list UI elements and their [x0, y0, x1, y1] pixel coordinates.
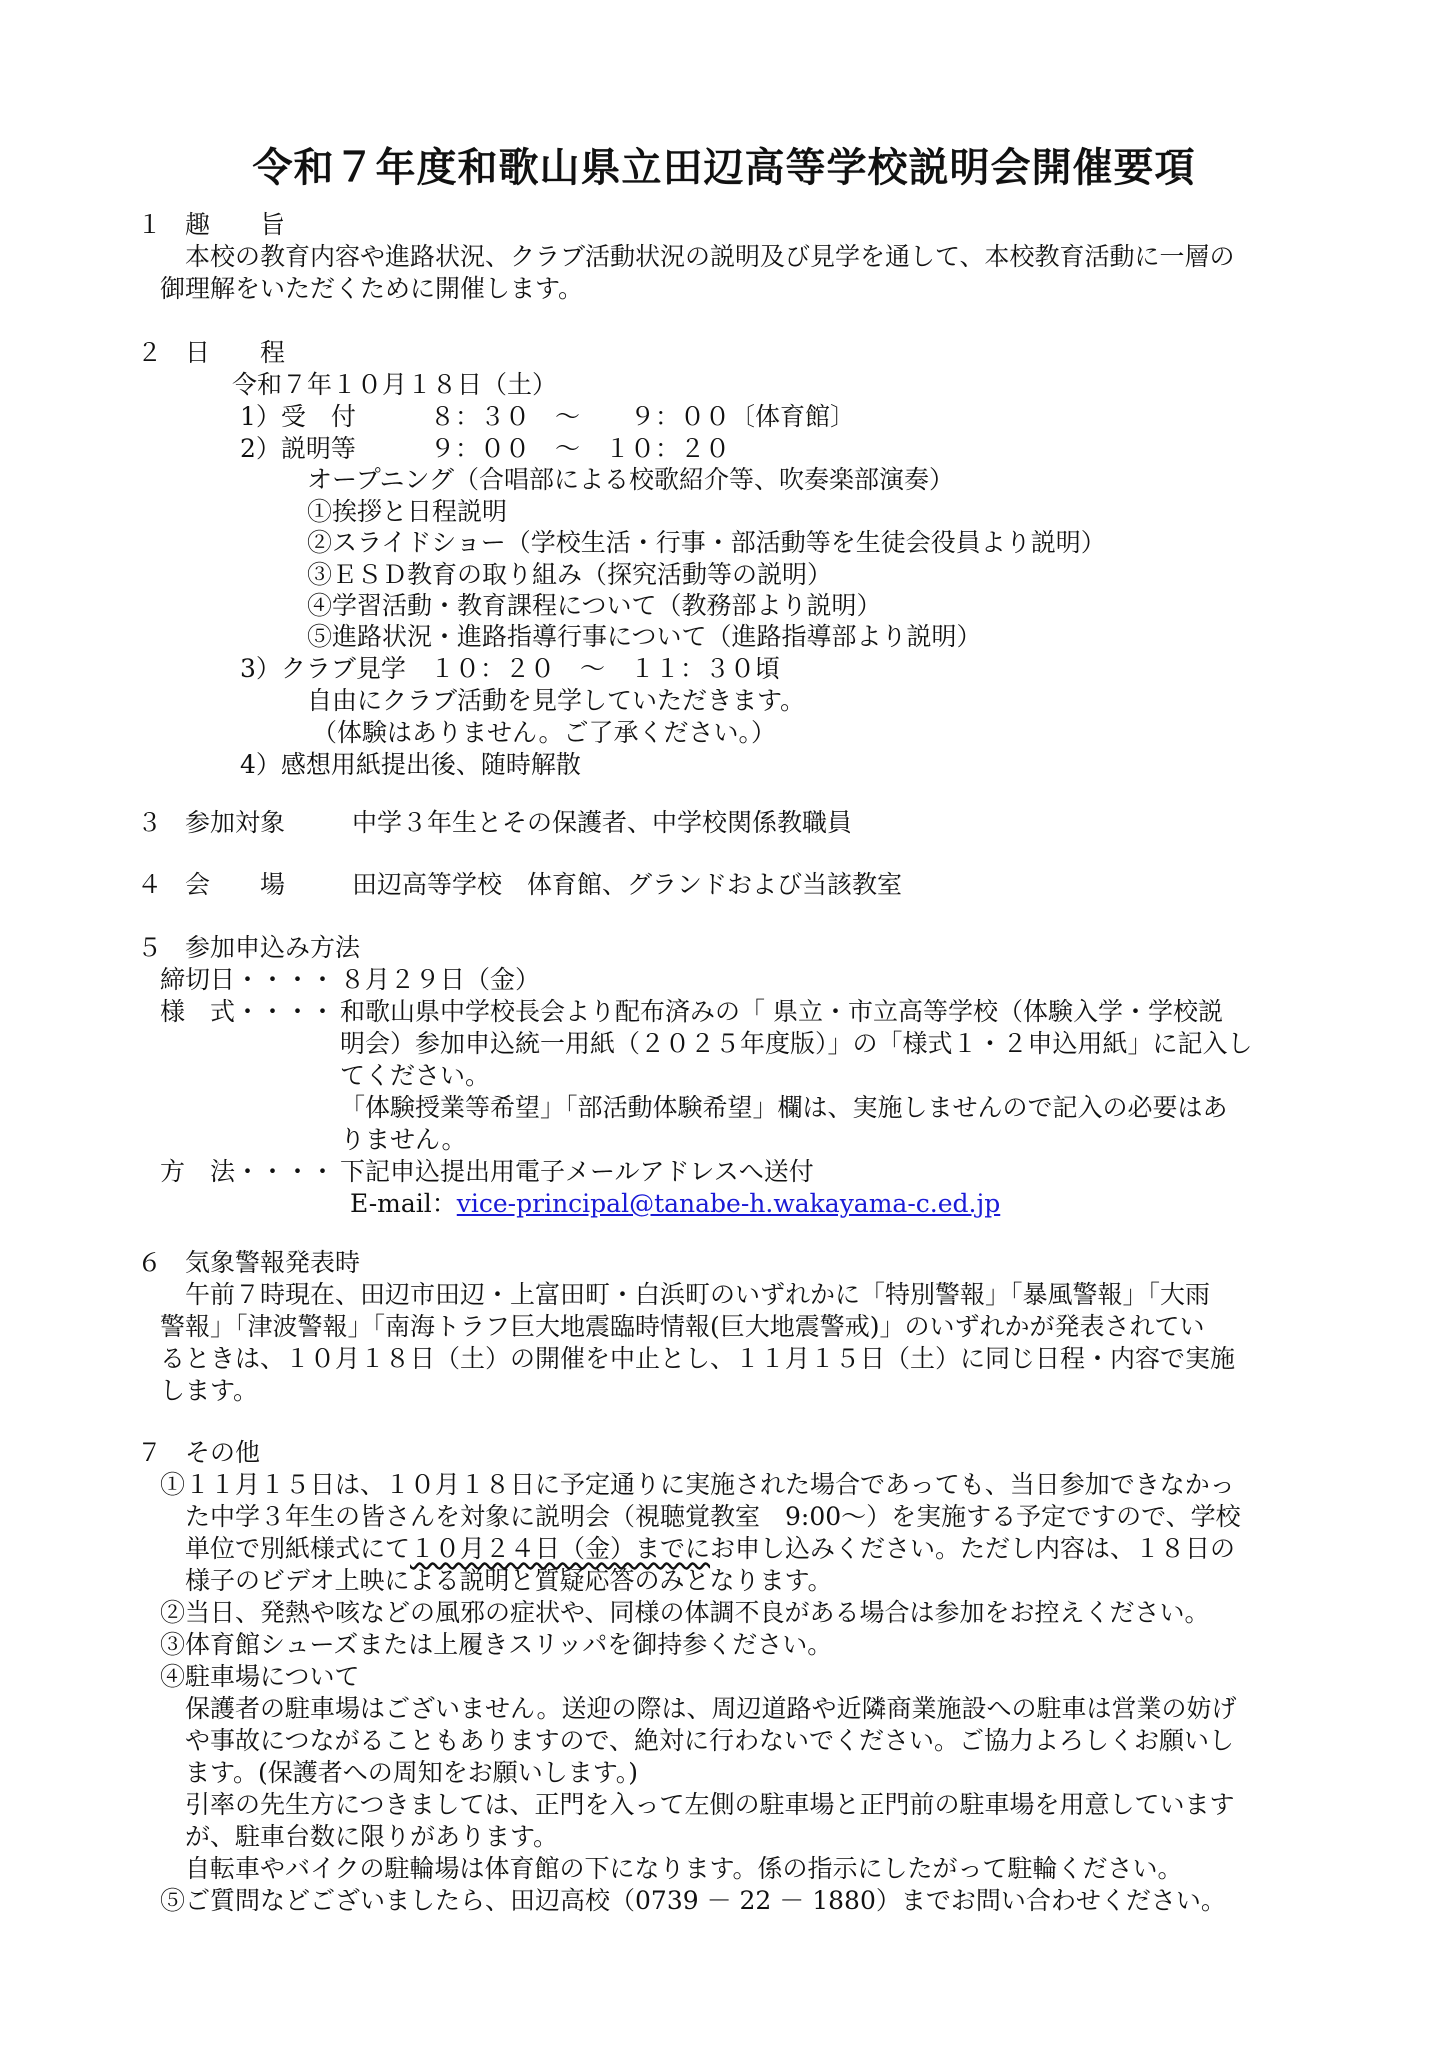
- section-6-heading: 気象警報発表時: [185, 1248, 361, 1277]
- method-text: 下記申込提出用電子メールアドレスへ送付: [340, 1157, 814, 1186]
- target-participants: 中学３年生とその保護者、中学校関係教職員: [352, 808, 853, 837]
- other-item-4-heading: ④駐車場について: [160, 1662, 360, 1691]
- other-item-1-line: [185, 1536, 1235, 1561]
- parking-line: や事故につながることもありますので、絶対に行わないでください。ご協力よろしくお願いし: [185, 1726, 1235, 1755]
- section-1-heading: 趣 旨: [185, 210, 286, 239]
- document-title: 令和７年度和歌山県立田辺高等学校説明会開催要項: [252, 144, 1196, 191]
- briefing-time: ９：００ ～ １０：２０: [430, 434, 731, 463]
- parking-line: が、駐車台数に限りがあります。: [185, 1822, 559, 1851]
- club-visit-label: 3）クラブ見学: [240, 654, 406, 683]
- other-item-1-line: 様子のビデオ上映による説明と質疑応答のみとなります。: [185, 1566, 833, 1595]
- reception-label: 1）受 付: [240, 402, 356, 431]
- deadline-date: ８月２９日（金）: [340, 965, 541, 994]
- form-text-line: 明会）参加申込統一用紙（２０２５年度版）」の「様式１・２申込用紙」に記入し: [340, 1029, 1253, 1058]
- weather-body-line: 午前７時現在、田辺市田辺・上富田町・白浜町のいずれかに「特別警報」「暴風警報」「大雨: [185, 1280, 1211, 1309]
- form-label: 様 式・・・・: [160, 997, 336, 1026]
- weather-body-line: 警報」「津波警報」「南海トラフ巨大地震臨時情報(巨大地震警戒)」のいずれかが発表されてい: [160, 1312, 1205, 1341]
- form-text-line: てください。: [340, 1061, 491, 1090]
- other-item-2: ②当日、発熱や咳などの風邪の症状や、同様の体調不良がある場合は参加をお控えください。: [160, 1598, 1210, 1627]
- program-item: ⑤進路状況・進路指導行事について（進路指導部より説明）: [307, 622, 982, 651]
- weather-body-line: します。: [160, 1376, 259, 1405]
- program-item: ④学習活動・教育課程について（教務部より説明）: [307, 591, 882, 620]
- section-5-heading: 参加申込み方法: [185, 933, 361, 962]
- section-2-heading: 日 程: [185, 338, 286, 367]
- section-7-heading: その他: [185, 1438, 261, 1467]
- program-item: ①挨拶と日程説明: [307, 497, 508, 526]
- program-item: ③ＥＳＤ教育の取り組み（探究活動等の説明）: [307, 560, 833, 589]
- application-deadline-emphasis: １０月２４日（金）までに: [410, 1534, 711, 1563]
- parking-line: 自転車やバイクの駐輪場は体育館の下になります。係の指示にしたがって駐輪ください。: [185, 1854, 1183, 1883]
- other-item-1-text: お申し込みください。ただし内容は、１８日の: [710, 1534, 1236, 1563]
- section-6-number: ６: [137, 1248, 163, 1277]
- section-3-number: ３: [137, 808, 163, 837]
- section-1-body-line: 本校の教育内容や進路状況、クラブ活動状況の説明及び見学を通して、本校教育活動に一層の: [185, 242, 1235, 271]
- weather-body-line: るときは、１０月１８日（土）の開催を中止とし、１１月１５日（土）に同じ日程・内容で実施: [160, 1344, 1236, 1373]
- other-item-1-line: ①１１月１５日は、１０月１８日に予定通りに実施された場合であっても、当日参加できなかっ: [160, 1470, 1235, 1499]
- club-visit-note: （体験はありません。ご了承ください。）: [312, 718, 777, 747]
- form-text-line: りません。: [340, 1125, 467, 1154]
- parking-line: 保護者の駐車場はございません。送迎の際は、周辺道路や近隣商業施設への駐車は営業の妨げ: [185, 1694, 1237, 1723]
- section-1-body-line: 御理解をいただくために開催します。: [160, 274, 584, 303]
- dismissal-note: 4）感想用紙提出後、随時解散: [240, 750, 581, 779]
- other-item-1-line: た中学３年生の皆さんを対象に説明会（視聴覚教室 9:00～）を実施する予定ですので、学校: [185, 1502, 1241, 1531]
- other-item-1-text: 単位で別紙様式にて: [185, 1534, 411, 1563]
- form-text-line: 「体験授業等希望」「部活動体験希望」欄は、実施しませんので記入の必要はあ: [340, 1093, 1228, 1122]
- form-text-line: 和歌山県中学校長会より配布済みの「 県立・市立高等学校（体験入学・学校説: [340, 997, 1223, 1026]
- section-3-heading: 参加対象: [185, 808, 286, 837]
- other-item-5: ⑤ご質問などございましたら、田辺高校（0739 － 22 － 1880）までお問い合わせください。: [160, 1886, 1226, 1915]
- section-4-number: ４: [137, 870, 163, 899]
- program-item: オープニング（合唱部による校歌紹介等、吹奏楽部演奏）: [307, 465, 955, 494]
- event-date: 令和７年１０月１８日（土）: [232, 370, 558, 399]
- reception-time: ８：３０ ～ ９：００〔体育館〕: [430, 402, 856, 431]
- other-item-3: ③体育館シューズまたは上履きスリッパを御持参ください。: [160, 1630, 833, 1659]
- venue: 田辺高等学校 体育館、グランドおよび当該教室: [352, 870, 903, 899]
- parking-line: 引率の先生方につきましては、正門を入って左側の駐車場と正門前の駐車場を用意しています: [185, 1790, 1235, 1819]
- email-label: E-mail：: [350, 1189, 457, 1218]
- briefing-label: 2）説明等: [240, 434, 356, 463]
- section-2-number: ２: [137, 338, 163, 367]
- section-7-number: ７: [137, 1438, 163, 1467]
- deadline-label: 締切日・・・・: [160, 965, 336, 994]
- program-item: ②スライドショー（学校生活・行事・部活動等を生徒会役員より説明）: [307, 528, 1106, 557]
- club-visit-note: 自由にクラブ活動を見学していただきます。: [307, 686, 806, 715]
- parking-line: ます。(保護者への周知をお願いします。): [185, 1758, 639, 1787]
- email-link[interactable]: vice-principal@tanabe-h.wakayama-c.ed.jp: [456, 1189, 1001, 1218]
- method-label: 方 法・・・・: [160, 1157, 336, 1186]
- club-visit-time: １０：２０ ～ １１：３０頃: [430, 654, 781, 683]
- section-4-heading: 会 場: [185, 870, 286, 899]
- section-1-number: １: [137, 210, 163, 239]
- email-line: [350, 1191, 1000, 1216]
- section-5-number: ５: [137, 933, 163, 962]
